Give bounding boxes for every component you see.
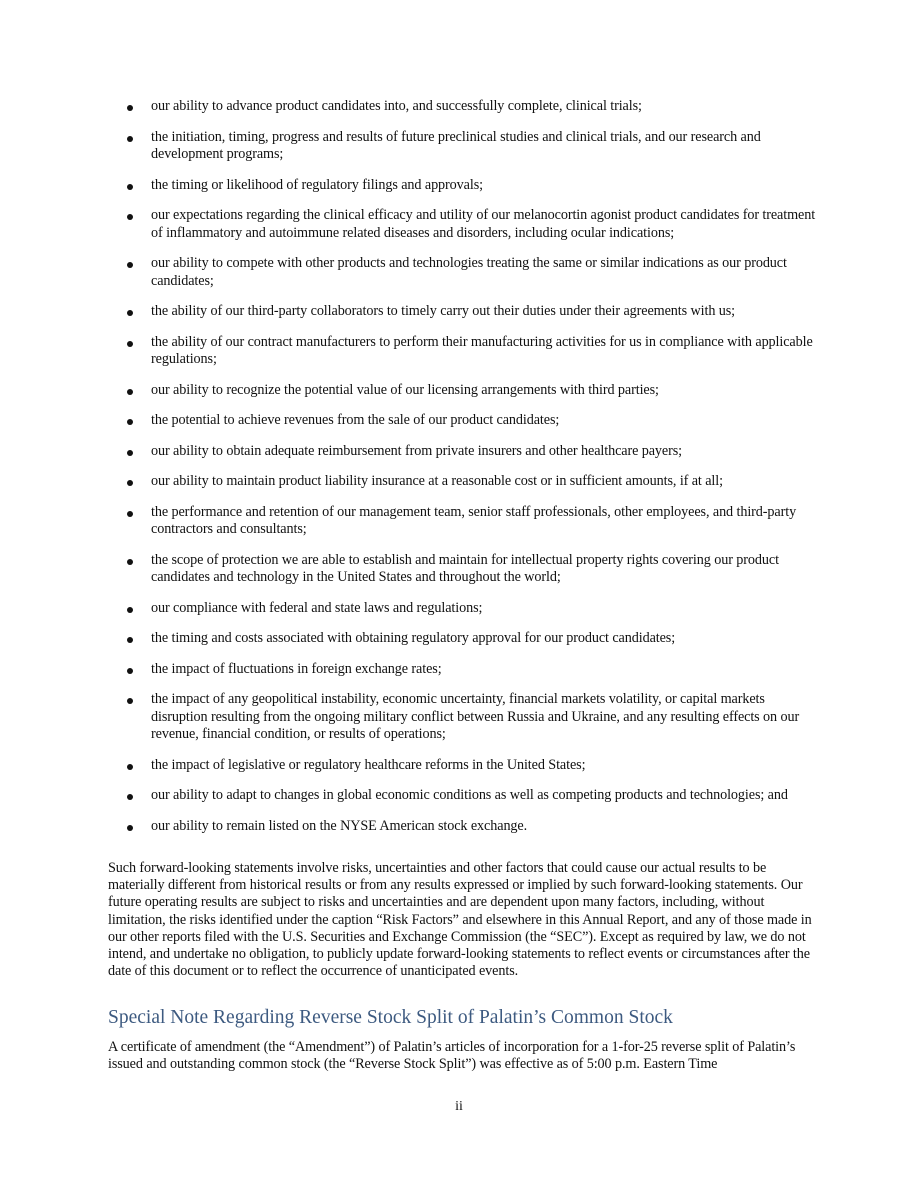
- bullet-item: [108, 207, 818, 242]
- forward-looking-factors-list: [108, 98, 818, 848]
- bullet-dot-icon: [127, 668, 133, 674]
- bullet-item: [108, 757, 818, 775]
- bullet-dot-icon: [127, 214, 133, 220]
- bullet-item: [108, 334, 818, 369]
- bullet-text: the performance and retention of our management team, senior staff professionals, other employees, and third-party contractors and consultants;: [151, 503, 797, 537]
- bullet-dot-icon: [127, 341, 133, 347]
- bullet-text: our ability to remain listed on the NYSE American stock exchange.: [151, 817, 528, 834]
- bullet-dot-icon: [127, 637, 133, 643]
- bullet-text: the ability of our contract manufacturers to perform their manufacturing activities for us in compliance with applicable regulations;: [151, 333, 813, 367]
- bullet-item: [108, 177, 818, 195]
- bullet-dot-icon: [127, 511, 133, 517]
- bullet-text: the ability of our third-party collaborators to timely carry out their duties under their agreements with us;: [151, 303, 736, 319]
- bullet-dot-icon: [127, 310, 133, 316]
- bullet-text: our ability to maintain product liability insurance at a reasonable cost or in sufficient amounts, if at all;: [151, 473, 723, 489]
- bullet-text: our compliance with federal and state laws and regulations;: [151, 599, 483, 616]
- bullet-text: the timing and costs associated with obtaining regulatory approval for our product candidates;: [151, 630, 676, 646]
- bullet-item: [108, 412, 818, 430]
- bullet-text: the impact of any geopolitical instability, economic uncertainty, financial markets volatility, or capital markets disruption resulting from the ongoing military conflict between Russia and Ukraine, and any resulting effects on our revenue, financial condition, or results of operations;: [151, 691, 800, 742]
- bullet-dot-icon: [127, 419, 133, 425]
- bullet-dot-icon: [127, 389, 133, 395]
- bullet-item: [108, 473, 818, 491]
- bullet-item: [108, 661, 818, 679]
- bullet-item: [108, 98, 818, 116]
- forward-looking-statements-paragraph: Such forward-looking statements involve risks, uncertainties and other factors that could cause our actual results to be materially different from historical results or from any results expressed or implied by such forward-looking statements. Our future operating results are subject to risks and uncertainties and are dependent upon many factors, including, without limitation, the risks identified under the caption “Risk Factors” and elsewhere in this Annual Report, and any of those made in our other reports filed with the U.S. Securities and Exchange Commission (the “SEC”). Except as required by law, we do not intend, and undertake no obligation, to publicly update forward-looking statements to reflect events or circumstances after the date of this document or to reflect the occurrence of unanticipated events.: [108, 860, 812, 980]
- bullet-dot-icon: [127, 794, 133, 800]
- bullet-text: the initiation, timing, progress and results of future preclinical studies and clinical trials, and our research and development programs;: [151, 128, 761, 162]
- bullet-item: [108, 443, 818, 461]
- bullet-item: [108, 600, 818, 618]
- bullet-dot-icon: [127, 607, 133, 613]
- bullet-item: [108, 630, 818, 648]
- bullet-dot-icon: [127, 698, 133, 704]
- bullet-item: [108, 787, 818, 805]
- bullet-dot-icon: [127, 105, 133, 111]
- bullet-text: our ability to recognize the potential value of our licensing arrangements with third parties;: [151, 381, 659, 398]
- bullet-text: the scope of protection we are able to establish and maintain for intellectual property rights covering our product candidates and technology in the United States and throughout the world;: [151, 551, 779, 585]
- bullet-item: [108, 303, 818, 321]
- reverse-split-paragraph: A certificate of amendment (the “Amendment”) of Palatin’s articles of incorporation for a 1-for-25 reverse split of Palatin’s issued and outstanding common stock (the “Reverse Stock Split”) was effective as of 5:00 p.m. Eastern Time: [108, 1039, 796, 1073]
- bullet-dot-icon: [127, 184, 133, 190]
- bullet-text: the potential to achieve revenues from the sale of our product candidates;: [151, 412, 560, 428]
- bullet-text: our ability to compete with other products and technologies treating the same or similar indications as our product candidates;: [151, 255, 787, 289]
- page-number: ii: [455, 1099, 463, 1114]
- bullet-text: the impact of fluctuations in foreign exchange rates;: [151, 660, 442, 677]
- bullet-item: [108, 255, 818, 290]
- bullet-dot-icon: [127, 450, 133, 456]
- bullet-dot-icon: [127, 825, 133, 831]
- bullet-item: [108, 691, 818, 744]
- bullet-item: [108, 382, 818, 400]
- bullet-item: [108, 504, 818, 539]
- bullet-dot-icon: [127, 559, 133, 565]
- bullet-item: [108, 552, 818, 587]
- bullet-item: [108, 129, 818, 164]
- bullet-text: our ability to adapt to changes in global economic conditions as well as competing products and technologies; and: [151, 787, 788, 803]
- bullet-text: the impact of legislative or regulatory healthcare reforms in the United States;: [151, 756, 586, 773]
- section-heading: Special Note Regarding Reverse Stock Split of Palatin’s Common Stock: [108, 1007, 673, 1028]
- bullet-text: the timing or likelihood of regulatory filings and approvals;: [151, 176, 483, 193]
- bullet-text: our expectations regarding the clinical efficacy and utility of our melanocortin agonist product candidates for treatment of inflammatory and autoimmune related diseases and disorders, including ocular indications;: [151, 207, 816, 241]
- bullet-dot-icon: [127, 764, 133, 770]
- bullet-item: [108, 818, 818, 836]
- bullet-dot-icon: [127, 262, 133, 268]
- bullet-dot-icon: [127, 136, 133, 142]
- bullet-text: our ability to advance product candidates into, and successfully complete, clinical trials;: [151, 98, 642, 114]
- bullet-dot-icon: [127, 480, 133, 486]
- bullet-text: our ability to obtain adequate reimbursement from private insurers and other healthcare payers;: [151, 442, 683, 459]
